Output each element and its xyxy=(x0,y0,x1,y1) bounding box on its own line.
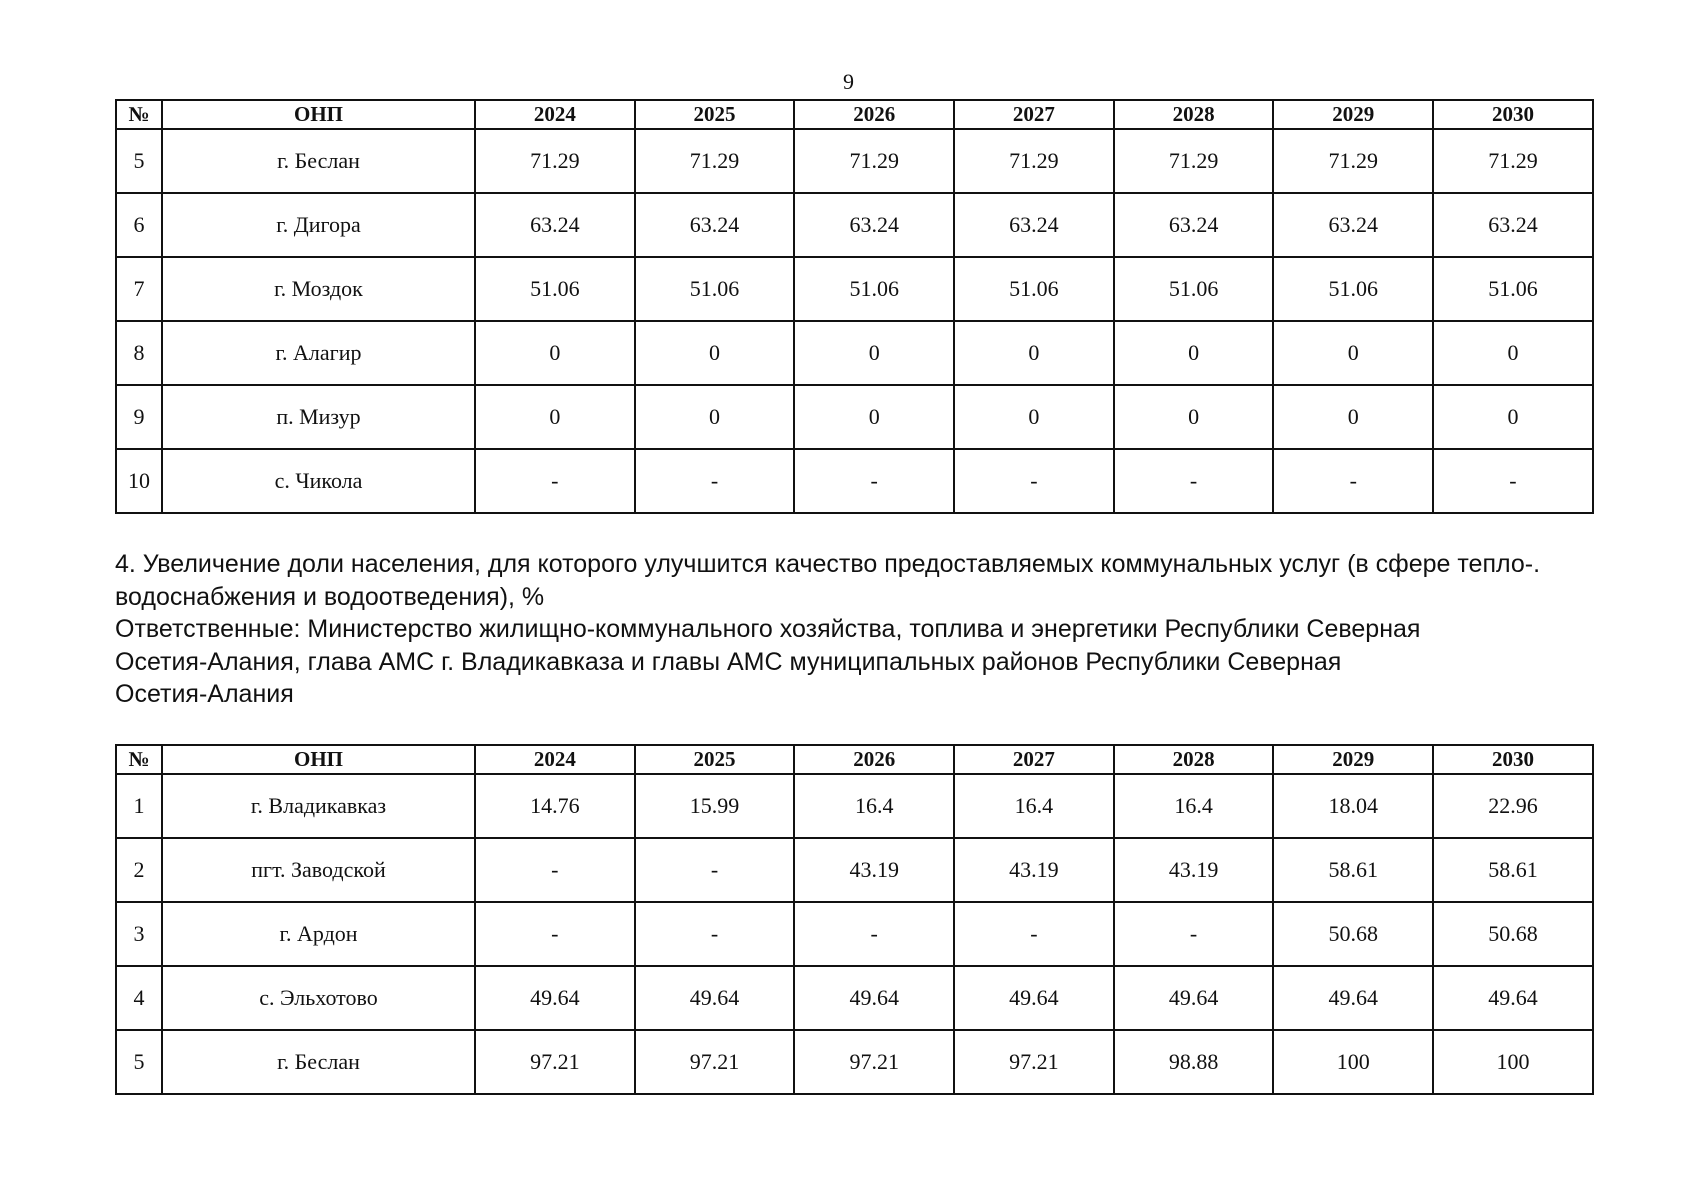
value-cell: - xyxy=(794,902,954,966)
settlement-name-cell: г. Алагир xyxy=(162,321,475,385)
settlement-name-cell: п. Мизур xyxy=(162,385,475,449)
value-cell: 18.04 xyxy=(1273,774,1433,838)
row-number-cell: 5 xyxy=(116,129,162,193)
header-row xyxy=(116,745,1593,774)
column-header-year: 2024 xyxy=(475,100,635,129)
value-cell: 63.24 xyxy=(794,193,954,257)
value-cell: 63.24 xyxy=(635,193,795,257)
value-cell: 71.29 xyxy=(1114,129,1274,193)
value-cell: 0 xyxy=(1433,385,1593,449)
value-cell: 71.29 xyxy=(1433,129,1593,193)
row-number-cell: 5 xyxy=(116,1030,162,1094)
table-row xyxy=(116,902,1593,966)
column-header-year: 2028 xyxy=(1114,745,1274,774)
value-cell: 49.64 xyxy=(475,966,635,1030)
column-header-settlement: ОНП xyxy=(162,745,475,774)
value-cell: 71.29 xyxy=(794,129,954,193)
value-cell: 49.64 xyxy=(1273,966,1433,1030)
section-description xyxy=(115,548,1595,711)
column-header-year: 2027 xyxy=(954,745,1114,774)
column-header-year: 2029 xyxy=(1273,745,1433,774)
value-cell: 63.24 xyxy=(1433,193,1593,257)
value-cell: 0 xyxy=(794,385,954,449)
table-row xyxy=(116,1030,1593,1094)
indicator-table-bottom xyxy=(115,744,1594,1095)
value-cell: 0 xyxy=(475,385,635,449)
value-cell: 0 xyxy=(794,321,954,385)
settlement-name-cell: г. Дигора xyxy=(162,193,475,257)
column-header-year: 2030 xyxy=(1433,745,1593,774)
value-cell: 63.24 xyxy=(954,193,1114,257)
column-header-year: 2026 xyxy=(794,100,954,129)
page-number: 9 xyxy=(843,69,854,94)
value-cell: 0 xyxy=(1273,321,1433,385)
row-number-cell: 9 xyxy=(116,385,162,449)
table-row xyxy=(116,774,1593,838)
row-number-cell: 10 xyxy=(116,449,162,513)
value-cell: 0 xyxy=(635,385,795,449)
value-cell: 0 xyxy=(1273,385,1433,449)
table-row xyxy=(116,385,1593,449)
settlement-name-cell: г. Беслан xyxy=(162,1030,475,1094)
value-cell: - xyxy=(635,449,795,513)
value-cell: 51.06 xyxy=(635,257,795,321)
table-row xyxy=(116,257,1593,321)
value-cell: 49.64 xyxy=(954,966,1114,1030)
value-cell: 0 xyxy=(475,321,635,385)
column-header-number: № xyxy=(116,745,162,774)
value-cell: 16.4 xyxy=(954,774,1114,838)
value-cell: 0 xyxy=(954,385,1114,449)
row-number-cell: 1 xyxy=(116,774,162,838)
settlement-name-cell: г. Беслан xyxy=(162,129,475,193)
value-cell: 43.19 xyxy=(1114,838,1274,902)
value-cell: 63.24 xyxy=(1114,193,1274,257)
settlement-name-cell: г. Ардон xyxy=(162,902,475,966)
value-cell: 51.06 xyxy=(794,257,954,321)
value-cell: 0 xyxy=(1433,321,1593,385)
value-cell: - xyxy=(1114,449,1274,513)
table-row xyxy=(116,449,1593,513)
header-row xyxy=(116,100,1593,129)
value-cell: 51.06 xyxy=(1433,257,1593,321)
value-cell: 100 xyxy=(1273,1030,1433,1094)
value-cell: 49.64 xyxy=(794,966,954,1030)
section-heading-line-1: 4. Увеличение доли населения, для которого улучшится качество предоставляемых коммунальных услуг (в сфере тепло-. xyxy=(115,550,1541,578)
table-header xyxy=(116,100,1593,129)
value-cell: 49.64 xyxy=(635,966,795,1030)
settlement-name-cell: пгт. Заводской xyxy=(162,838,475,902)
row-number-cell: 2 xyxy=(116,838,162,902)
value-cell: 63.24 xyxy=(1273,193,1433,257)
value-cell: 15.99 xyxy=(635,774,795,838)
column-header-year: 2024 xyxy=(475,745,635,774)
row-number-cell: 8 xyxy=(116,321,162,385)
value-cell: 97.21 xyxy=(475,1030,635,1094)
row-number-cell: 6 xyxy=(116,193,162,257)
value-cell: 71.29 xyxy=(1273,129,1433,193)
row-number-cell: 3 xyxy=(116,902,162,966)
settlement-name-cell: с. Чикола xyxy=(162,449,475,513)
value-cell: 58.61 xyxy=(1433,838,1593,902)
value-cell: 0 xyxy=(954,321,1114,385)
column-header-year: 2025 xyxy=(635,100,795,129)
column-header-number: № xyxy=(116,100,162,129)
settlement-name-cell: г. Моздок xyxy=(162,257,475,321)
responsible-line-1: Ответственные: Министерство жилищно-коммунального хозяйства, топлива и энергетики Республики Северная xyxy=(115,615,1421,643)
section-heading-line-2: водоснабжения и водоотведения), % xyxy=(115,582,545,611)
value-cell: 51.06 xyxy=(954,257,1114,321)
value-cell: 22.96 xyxy=(1433,774,1593,838)
responsible-line-3: Осетия-Алания xyxy=(115,680,294,708)
table-body xyxy=(116,774,1593,1094)
value-cell: 71.29 xyxy=(635,129,795,193)
column-header-year: 2030 xyxy=(1433,100,1593,129)
value-cell: - xyxy=(475,449,635,513)
value-cell: 43.19 xyxy=(954,838,1114,902)
value-cell: 16.4 xyxy=(794,774,954,838)
settlement-name-cell: с. Эльхотово xyxy=(162,966,475,1030)
column-header-year: 2029 xyxy=(1273,100,1433,129)
value-cell: 63.24 xyxy=(475,193,635,257)
value-cell: 49.64 xyxy=(1433,966,1593,1030)
value-cell: 71.29 xyxy=(954,129,1114,193)
table-row xyxy=(116,966,1593,1030)
value-cell: - xyxy=(475,902,635,966)
value-cell: 51.06 xyxy=(475,257,635,321)
table-row xyxy=(116,838,1593,902)
row-number-cell: 7 xyxy=(116,257,162,321)
value-cell: 98.88 xyxy=(1114,1030,1274,1094)
value-cell: - xyxy=(1114,902,1274,966)
value-cell: 0 xyxy=(1114,321,1274,385)
column-header-settlement: ОНП xyxy=(162,100,475,129)
column-header-year: 2027 xyxy=(954,100,1114,129)
table-row xyxy=(116,321,1593,385)
column-header-year: 2028 xyxy=(1114,100,1274,129)
value-cell: 14.76 xyxy=(475,774,635,838)
row-number-cell: 4 xyxy=(116,966,162,1030)
responsible-line-2: Осетия-Алания, глава АМС г. Владикавказа и главы АМС муниципальных районов Республики Северная xyxy=(115,647,1342,676)
value-cell: 51.06 xyxy=(1114,257,1274,321)
table-row xyxy=(116,129,1593,193)
value-cell: - xyxy=(475,838,635,902)
value-cell: 97.21 xyxy=(635,1030,795,1094)
value-cell: - xyxy=(635,838,795,902)
value-cell: - xyxy=(635,902,795,966)
table-body xyxy=(116,129,1593,513)
value-cell: - xyxy=(1273,449,1433,513)
value-cell: 43.19 xyxy=(794,838,954,902)
value-cell: - xyxy=(1433,449,1593,513)
column-header-year: 2025 xyxy=(635,745,795,774)
value-cell: 100 xyxy=(1433,1030,1593,1094)
value-cell: - xyxy=(954,449,1114,513)
value-cell: - xyxy=(954,902,1114,966)
value-cell: 51.06 xyxy=(1273,257,1433,321)
table-header xyxy=(116,745,1593,774)
value-cell: 71.29 xyxy=(475,129,635,193)
value-cell: 0 xyxy=(1114,385,1274,449)
value-cell: 58.61 xyxy=(1273,838,1433,902)
table-row xyxy=(116,193,1593,257)
value-cell: - xyxy=(794,449,954,513)
settlement-name-cell: г. Владикавказ xyxy=(162,774,475,838)
indicator-table-top xyxy=(115,99,1594,514)
value-cell: 49.64 xyxy=(1114,966,1274,1030)
value-cell: 16.4 xyxy=(1114,774,1274,838)
value-cell: 50.68 xyxy=(1273,902,1433,966)
value-cell: 0 xyxy=(635,321,795,385)
value-cell: 97.21 xyxy=(954,1030,1114,1094)
value-cell: 97.21 xyxy=(794,1030,954,1094)
value-cell: 50.68 xyxy=(1433,902,1593,966)
column-header-year: 2026 xyxy=(794,745,954,774)
